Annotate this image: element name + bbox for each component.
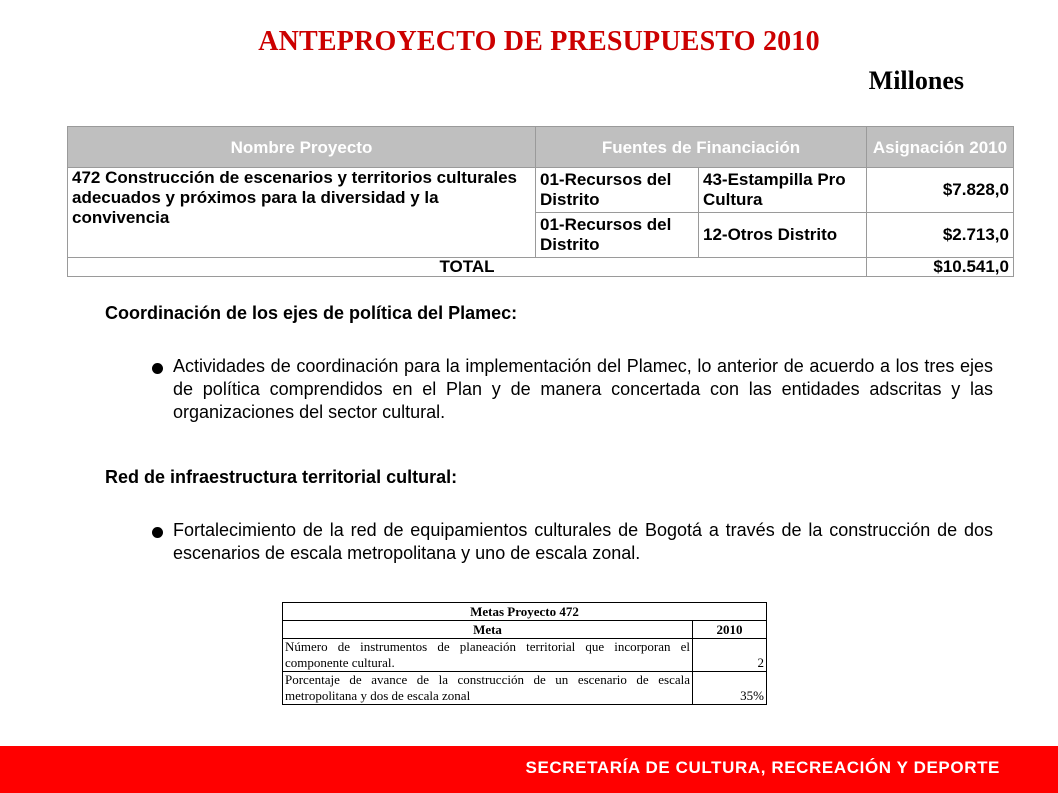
meta-value: 35%	[693, 672, 767, 705]
header-fuentes-financiacion: Fuentes de Financiación	[536, 127, 867, 168]
budget-header-row	[68, 127, 1014, 168]
bullet-text-coordinacion: Actividades de coordinación para la implementación del Plamec, lo anterior de acuerdo a los tres ejes de política comprendidos en el Plan y de manera concertada con las entidades adscritas y las organizaciones del sector cultural.	[173, 356, 993, 422]
footer-bar	[0, 746, 1058, 793]
total-amount: $10.541,0	[867, 258, 1014, 277]
section-heading-infraestructura: Red de infraestructura territorial cultural:	[105, 467, 458, 487]
bullet-icon	[152, 363, 163, 374]
footer-text: SECRETARÍA DE CULTURA, RECREACIÓN Y DEPORTE	[525, 758, 1000, 777]
metas-table	[282, 602, 767, 705]
header-nombre-proyecto: Nombre Proyecto	[68, 127, 536, 168]
amount-cell: $2.713,0	[867, 213, 1014, 258]
project-name-cell: 472 Construcción de escenarios y territorios culturales adecuados y próximos para la diversidad y la convivencia	[68, 168, 536, 258]
total-row	[68, 258, 1014, 277]
fuente-cell: 01-Recursos del Distrito	[536, 168, 699, 213]
meta-text: Porcentaje de avance de la construcción de un escenario de escala metropolitana y dos de escala zonal	[283, 672, 693, 705]
metas-col-meta: Meta	[283, 621, 693, 639]
table-row	[283, 639, 767, 672]
fuente-cell: 43-Estampilla Pro Cultura	[699, 168, 867, 213]
units-label: Millones	[868, 66, 964, 95]
table-row	[283, 672, 767, 705]
meta-value: 2	[693, 639, 767, 672]
section-heading-coordinacion: Coordinación de los ejes de política del Plamec:	[105, 303, 518, 323]
fuente-cell: 12-Otros Distrito	[699, 213, 867, 258]
metas-col-year: 2010	[693, 621, 767, 639]
fuente-cell: 01-Recursos del Distrito	[536, 213, 699, 258]
budget-table	[67, 126, 1014, 277]
table-row	[68, 168, 1014, 213]
page-title: ANTEPROYECTO DE PRESUPUESTO 2010	[258, 26, 820, 57]
amount-cell: $7.828,0	[867, 168, 1014, 213]
meta-text: Número de instrumentos de planeación territorial que incorporan el componente cultural.	[283, 639, 693, 672]
header-asignacion: Asignación 2010	[867, 127, 1014, 168]
metas-title: Metas Proyecto 472	[283, 603, 767, 621]
bullet-icon	[152, 527, 163, 538]
bullet-text-infraestructura: Fortalecimiento de la red de equipamientos culturales de Bogotá a través de la construcción de dos escenarios de escala metropolitana y uno de escala zonal.	[173, 520, 993, 563]
total-label: TOTAL	[68, 258, 867, 277]
